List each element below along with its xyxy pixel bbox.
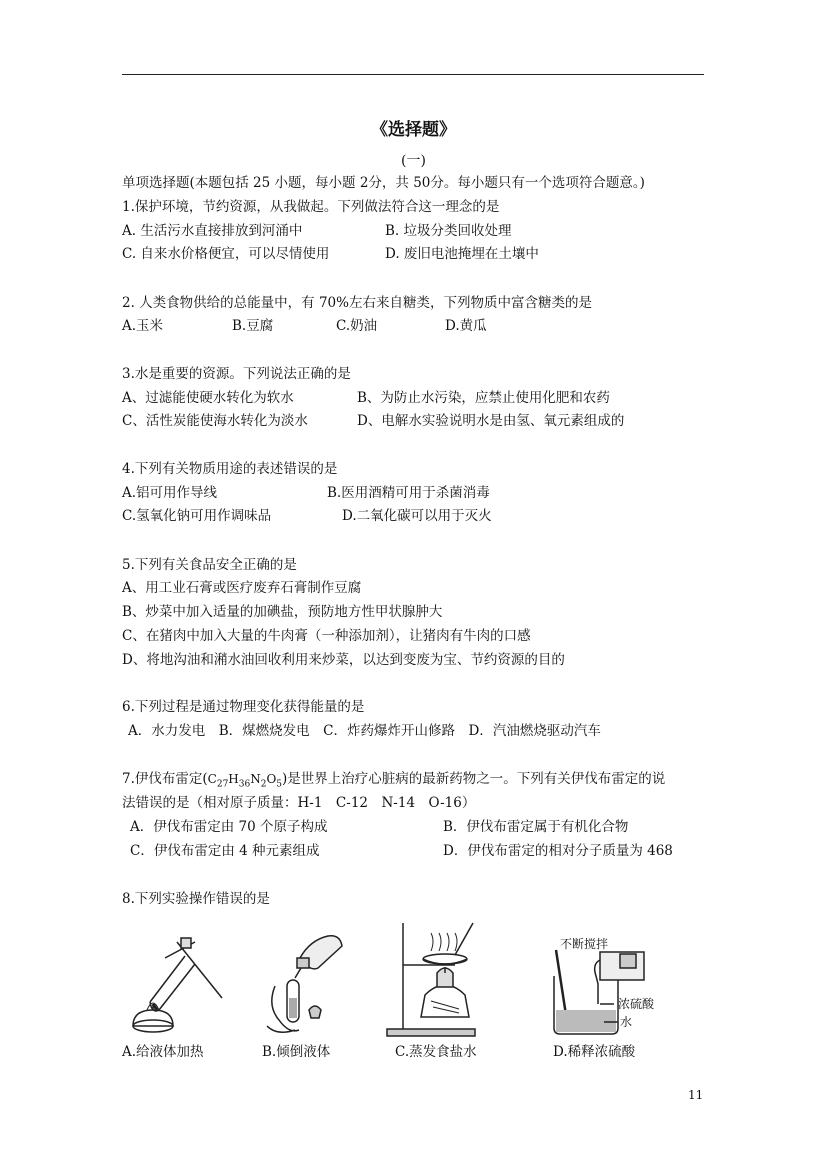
q5-option-c: C、在猪肉中加入大量的牛肉膏（一种添加剂），让猪肉有牛肉的口感	[122, 628, 531, 644]
q7-option-d: D．伊伐布雷定的相对分子质量为 468	[443, 843, 673, 859]
label-water: 水	[620, 1015, 633, 1029]
q4-option-c: C.氢氧化钠可用作调味品	[122, 508, 272, 524]
q7-stem	[122, 770, 665, 793]
figure-pouring-liquid	[255, 928, 345, 1040]
q7-stem-post: )是世界上治疗心脏病的最新药物之一。下列有关伊伐布雷定的说	[282, 771, 666, 787]
q6-stem: 6.下列过程是通过物理变化获得能量的是	[122, 699, 365, 715]
q2-option-c: C.奶油	[336, 318, 378, 334]
q1-option-b: B. 垃圾分类回收处理	[385, 223, 512, 239]
q3-option-a: A、过滤能使硬水转化为软水	[122, 390, 294, 406]
q2-option-d: D.黄瓜	[445, 318, 487, 334]
q1-stem: 1.保护环境，节约资源，从我做起。下列做法符合这一理念的是	[122, 199, 500, 215]
q5-option-b: B、炒菜中加入适量的加碘盐，预防地方性甲状腺肿大	[122, 604, 443, 620]
q2-option-b: B.豆腐	[232, 318, 274, 334]
q4-option-b: B.医用酒精可用于杀菌消毒	[327, 485, 490, 501]
instructions: 单项选择题(本题包括 25 小题，每小题 2分，共 50分。每小题只有一个选项符合题意。)	[122, 175, 645, 191]
q7-option-c: C．伊伐布雷定由 4 种元素组成	[130, 843, 320, 859]
q3-stem: 3.水是重要的资源。下列说法正确的是	[122, 366, 351, 382]
q2-stem: 2. 人类食物供给的总能量中，有 70%左右来自糖类，下列物质中富含糖类的是	[122, 295, 592, 311]
q7-stem-line2: 法错误的是（相对原子质量：H-1 C-12 N-14 O-16）	[122, 795, 476, 811]
label-concentrated-acid: 浓硫酸	[618, 997, 655, 1011]
q1-option-a: A. 生活污水直接排放到河涌中	[122, 223, 303, 239]
q3-option-d: D、电解水实验说明水是由氢、氧元素组成的	[357, 413, 625, 429]
q7-stem-pre: 7.伊伐布雷定(	[122, 771, 208, 787]
q5-stem: 5.下列有关食品安全正确的是	[122, 557, 297, 573]
q3-option-c: C、活性炭能使海水转化为淡水	[122, 413, 308, 429]
q1-option-c: C. 自来水价格便宜，可以尽情使用	[122, 246, 330, 262]
q4-option-d: D.二氧化碳可以用于灭火	[342, 508, 492, 524]
q4-stem: 4.下列有关物质用途的表述错误的是	[122, 461, 338, 477]
figure-heating-liquid	[125, 930, 230, 1040]
q8-option-c: C.蒸发食盐水	[395, 1044, 477, 1060]
q3-option-b: B、为防止水污染，应禁止使用化肥和农药	[357, 390, 610, 406]
section-label: (一)	[401, 153, 426, 169]
figure-diluting-sulfuric-acid	[540, 930, 675, 1040]
q2-option-a: A.玉米	[122, 318, 164, 334]
q5-option-d: D、将地沟油和潲水油回收利用来炒菜，以达到变废为宝、节约资源的目的	[122, 652, 565, 668]
header-rule	[122, 74, 704, 75]
page-title: 《选择题》	[371, 120, 456, 140]
q4-option-a: A.铝可用作导线	[122, 485, 218, 501]
q7-option-b: B．伊伐布雷定属于有机化合物	[443, 819, 629, 835]
q8-option-d: D.稀释浓硫酸	[553, 1044, 636, 1060]
q8-option-b: B.倾倒液体	[262, 1044, 331, 1060]
q7-option-a: A．伊伐布雷定由 70 个原子构成	[130, 819, 328, 835]
label-continuous-stirring: 不断搅拌	[560, 937, 609, 951]
q1-option-d: D. 废旧电池掩埋在土壤中	[385, 246, 539, 262]
q8-option-a: A.给液体加热	[122, 1044, 204, 1060]
q8-stem: 8.下列实验操作错误的是	[122, 891, 270, 907]
q7-formula: $C_{27}H_{36}N_2O_5$	[207, 772, 283, 790]
q6-options: A．水力发电 B．煤燃烧发电 C．炸药爆炸开山修路 D．汽油燃烧驱动汽车	[128, 723, 601, 739]
figure-evaporating-salt-water	[385, 915, 480, 1040]
q5-option-a: A、用工业石膏或医疗废弃石膏制作豆腐	[122, 580, 362, 596]
page-number: 11	[688, 1088, 704, 1102]
